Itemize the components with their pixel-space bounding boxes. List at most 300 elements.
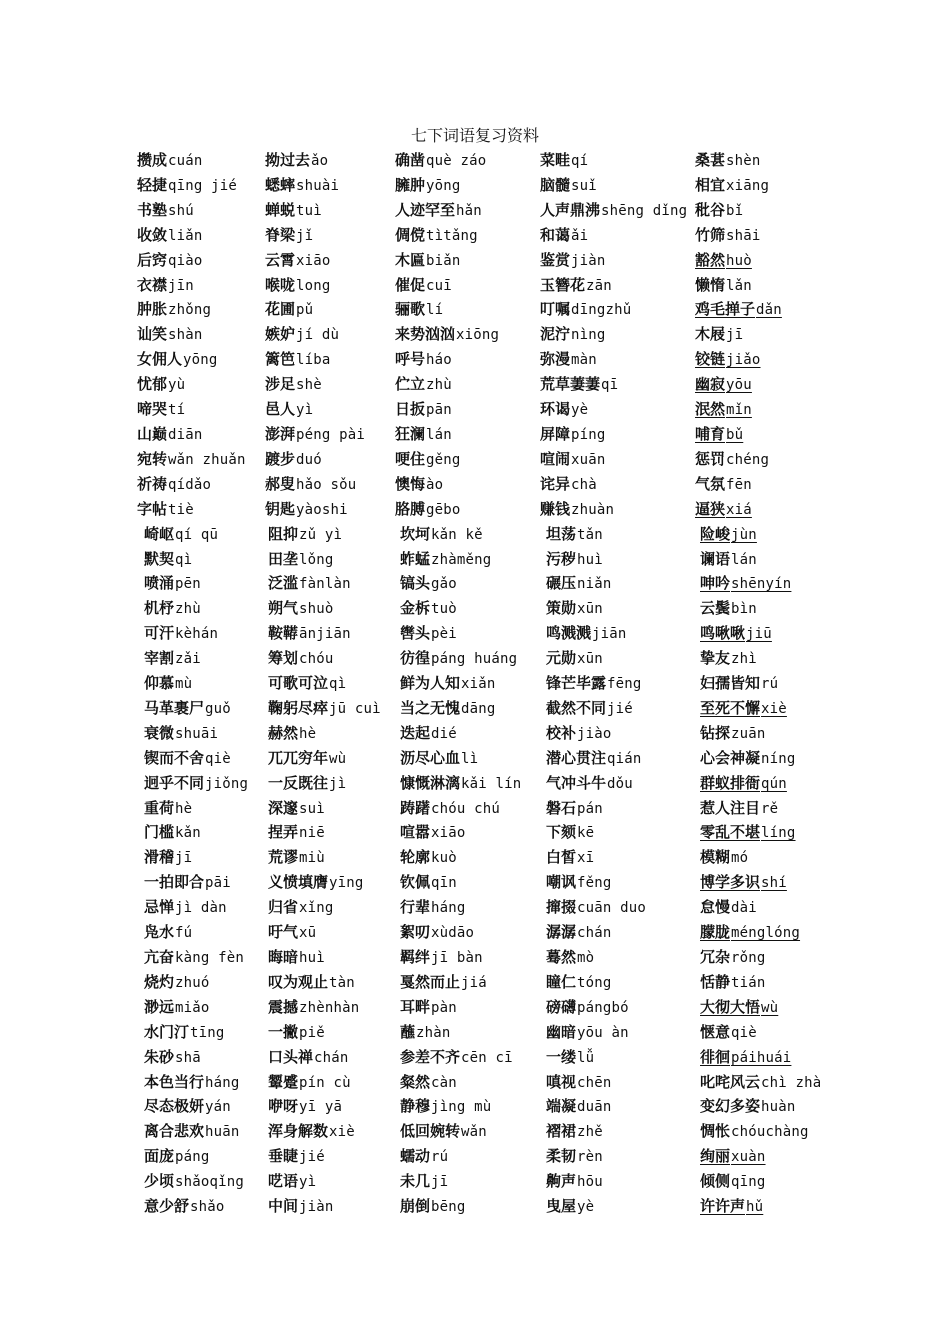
word-entry [700, 721, 766, 746]
word-text: 鞍鞯 [268, 624, 299, 643]
word-text: 晦暗 [268, 948, 299, 966]
word-text: 鉴赏 [540, 250, 571, 269]
word-row [0, 621, 950, 646]
word-text: 群蚁排衙 [700, 773, 761, 792]
word-text: 一撇 [268, 1022, 299, 1041]
word-text: 震撼 [268, 997, 299, 1016]
word-text: 白皙 [546, 848, 577, 867]
pinyin-text: jī bàn [431, 950, 483, 966]
word-text: 啼哭 [137, 400, 168, 419]
word-entry [546, 1020, 629, 1045]
word-entry [265, 273, 331, 298]
pinyin-text: gēbo [426, 501, 461, 518]
pinyin-text: yōu [726, 377, 752, 394]
word-text: 慷慨淋漓 [400, 773, 461, 792]
word-entry [144, 845, 192, 870]
pinyin-text: tiè [168, 501, 194, 518]
word-entry [265, 397, 313, 422]
word-text: 朱砂 [144, 1047, 175, 1066]
word-entry [395, 297, 443, 322]
word-text: 澎湃 [265, 424, 296, 443]
word-text: 尽态极妍 [144, 1097, 205, 1116]
pinyin-text: mó [731, 850, 749, 867]
pinyin-text: kǎi lín [461, 775, 522, 792]
word-entry [395, 497, 461, 522]
word-text: 磅礴 [546, 997, 577, 1016]
word-entry [144, 920, 192, 945]
pinyin-text: lì [461, 750, 479, 767]
word-entry [137, 198, 194, 223]
word-text: 叹为观止 [268, 972, 329, 991]
pinyin-text: jí dù [296, 327, 340, 344]
word-entry [144, 746, 231, 771]
word-entry [700, 1070, 821, 1095]
word-text: 恬静 [700, 972, 731, 991]
word-entry [695, 472, 752, 497]
word-entry [265, 497, 348, 522]
word-entry [395, 372, 452, 397]
word-text: 倾侧 [700, 1172, 731, 1191]
word-text: 一缕 [546, 1047, 577, 1066]
pinyin-text: yī yā [299, 1099, 343, 1116]
pinyin-text: dǒu [607, 775, 633, 792]
word-text: 宛转 [137, 449, 168, 468]
pinyin-text: pàn [431, 999, 457, 1016]
word-text: 叮嘱 [540, 300, 571, 319]
word-text: 口头禅 [268, 1047, 314, 1066]
pinyin-text: duó [296, 451, 322, 468]
word-entry [400, 621, 457, 646]
pinyin-text: tuì [296, 202, 322, 219]
pinyin-text: fěng [577, 875, 612, 892]
pinyin-text: bǔ [726, 426, 744, 443]
word-entry [700, 571, 791, 596]
word-entry [700, 646, 757, 671]
pinyin-text: qiè [205, 750, 231, 767]
pinyin-text: niǎn [577, 576, 612, 593]
word-entry [395, 322, 499, 347]
word-entry [546, 1169, 603, 1194]
word-row [0, 571, 950, 596]
word-text: 相宜 [695, 175, 726, 194]
word-text: 弥漫 [540, 350, 571, 369]
pinyin-text: fēn [726, 476, 752, 493]
word-entry [268, 771, 346, 796]
word-entry [265, 422, 365, 447]
word-entry [546, 671, 642, 696]
word-text: 深邃 [268, 798, 299, 817]
pinyin-text: qì [175, 551, 193, 568]
word-entry [268, 596, 334, 621]
word-entry [268, 721, 316, 746]
word-text: 木匾 [395, 250, 426, 269]
pinyin-text: pángbó [577, 999, 629, 1016]
pinyin-text: pēn [175, 576, 201, 593]
word-entry [546, 771, 633, 796]
word-text: 蚱蜢 [400, 549, 431, 568]
pinyin-text: ménglóng [731, 925, 801, 942]
pinyin-text: xuàn [731, 1149, 766, 1166]
word-text: 骊歌 [395, 300, 426, 319]
word-text: 许许声 [700, 1197, 746, 1216]
word-entry [700, 621, 772, 646]
pinyin-text: kǎn kě [431, 526, 483, 543]
pinyin-text: hǔ [746, 1199, 764, 1216]
word-text: 坦荡 [546, 524, 577, 543]
word-text: 后窍 [137, 250, 168, 269]
pinyin-text: jiǎo [726, 352, 761, 369]
word-text: 彷徨 [400, 649, 431, 668]
word-entry [137, 322, 203, 347]
word-entry [400, 571, 457, 596]
word-entry [400, 547, 491, 572]
word-entry [265, 148, 328, 173]
word-entry [546, 1119, 603, 1144]
word-entry [265, 223, 313, 248]
word-entry [268, 1020, 325, 1045]
word-text: 荒谬 [268, 848, 299, 867]
word-entry [540, 422, 606, 447]
word-text: 懒惰 [695, 275, 726, 294]
pinyin-text: miǎo [175, 999, 210, 1016]
word-entry [700, 746, 796, 771]
vocabulary-table [0, 148, 950, 1219]
word-entry [546, 796, 603, 821]
pinyin-text: zān [586, 277, 612, 294]
word-entry [700, 995, 778, 1020]
pinyin-text: rǒng [731, 950, 766, 966]
word-entry [695, 397, 752, 422]
word-row [0, 895, 950, 920]
pinyin-text: jiá [461, 974, 487, 991]
word-entry [400, 671, 496, 696]
pinyin-text: xī [577, 850, 595, 867]
pinyin-text: diān [168, 426, 203, 443]
word-text: 呼号 [395, 350, 426, 369]
word-entry [540, 223, 588, 248]
word-entry [137, 273, 194, 298]
word-text: 钥匙 [265, 499, 296, 518]
pinyin-text: piě [299, 1024, 325, 1041]
word-entry [400, 1045, 513, 1070]
word-text: 木屐 [695, 325, 726, 344]
word-text: 意少舒 [144, 1197, 190, 1216]
word-entry [400, 920, 474, 945]
word-entry [695, 148, 761, 173]
word-text: 胳膊 [395, 499, 426, 518]
pinyin-text: pān [426, 402, 452, 419]
word-text: 哽住 [395, 449, 426, 468]
pinyin-text: bìn [731, 601, 757, 618]
word-entry [137, 372, 185, 397]
pinyin-text: rú [761, 676, 779, 693]
pinyin-text: chóuchàng [731, 1124, 809, 1141]
word-row [0, 322, 950, 347]
word-entry [265, 347, 331, 372]
word-entry [700, 895, 757, 920]
word-entry [700, 1194, 763, 1219]
word-entry [540, 148, 588, 173]
word-text: 郝叟 [265, 474, 296, 493]
word-entry [540, 397, 588, 422]
pinyin-text: zhàn [416, 1024, 451, 1041]
word-text: 倜傥 [395, 225, 426, 244]
pinyin-text: chà [571, 476, 597, 493]
word-text: 端凝 [546, 1097, 577, 1116]
pinyin-text: páng [175, 1149, 210, 1166]
pinyin-text: nìng [571, 327, 606, 344]
word-text: 臃肿 [395, 175, 426, 194]
pinyin-text: jǐ [296, 227, 314, 244]
word-entry [700, 1119, 809, 1144]
word-text: 喉咙 [265, 275, 296, 294]
pinyin-text: tīng [190, 1024, 225, 1041]
pinyin-text: biǎn [426, 252, 461, 269]
word-entry [540, 273, 612, 298]
pinyin-text: yì [299, 1174, 317, 1191]
word-entry [137, 297, 211, 322]
pinyin-text: shēng dǐng [601, 202, 688, 219]
pinyin-text: qīn [431, 875, 457, 892]
word-entry [695, 447, 769, 472]
word-text: 锋芒毕露 [546, 674, 607, 693]
word-text: 面庞 [144, 1147, 175, 1166]
word-text: 挚友 [700, 649, 731, 668]
word-text: 惆怅 [700, 1122, 731, 1141]
word-text: 中间 [268, 1197, 299, 1216]
word-text: 字帖 [137, 499, 168, 518]
pinyin-text: yōng [183, 352, 218, 369]
word-entry [268, 895, 334, 920]
pinyin-text: xūn [577, 601, 603, 618]
pinyin-text: pǔ [296, 302, 314, 319]
word-entry [144, 696, 231, 721]
word-text: 懊悔 [395, 474, 426, 493]
word-entry [400, 696, 496, 721]
pinyin-text: hè [175, 800, 193, 817]
pinyin-text: yè [571, 402, 589, 419]
word-text: 截然不同 [546, 698, 607, 717]
pinyin-text: jīn [168, 277, 194, 294]
pinyin-text: ǎo [311, 153, 329, 169]
pinyin-text: qiè [731, 1024, 757, 1041]
word-entry [268, 571, 351, 596]
word-entry [144, 796, 192, 821]
pinyin-text: dīngzhǔ [571, 302, 632, 319]
word-text: 朔气 [268, 599, 299, 618]
word-text: 鸡毛掸子 [695, 300, 756, 319]
pinyin-text: jū cuì [329, 700, 381, 717]
word-text: 惩罚 [695, 449, 726, 468]
pinyin-text: páng huáng [431, 651, 518, 668]
word-text: 重荷 [144, 798, 175, 817]
pinyin-text: mǐn [726, 402, 752, 419]
pinyin-text: péng pài [296, 426, 366, 443]
word-text: 沥尽心血 [400, 748, 461, 767]
word-text: 颦蹙 [268, 1072, 299, 1091]
word-row [0, 646, 950, 671]
word-text: 气冲斗牛 [546, 773, 607, 792]
word-entry [400, 1169, 448, 1194]
word-text: 镐头 [400, 574, 431, 593]
pinyin-text: wǎn zhuǎn [168, 451, 246, 468]
word-entry [137, 148, 203, 173]
pinyin-text: zhàměng [431, 551, 492, 568]
word-text: 大彻大悟 [700, 997, 761, 1016]
pinyin-text: zǎi [175, 651, 201, 668]
word-entry [395, 198, 482, 223]
word-entry [695, 223, 761, 248]
word-text: 捏弄 [268, 823, 299, 842]
pinyin-text: háng [431, 900, 466, 917]
word-text: 嘲讽 [546, 873, 577, 892]
word-text: 徘徊 [700, 1047, 731, 1066]
word-entry [546, 746, 642, 771]
word-text: 幽暗 [546, 1022, 577, 1041]
word-entry [268, 646, 334, 671]
pinyin-text: wù [329, 750, 347, 767]
pinyin-text: jī [726, 327, 744, 344]
pinyin-text: líba [296, 352, 331, 369]
pinyin-text: yīng [329, 875, 364, 892]
pinyin-text: bǐ [726, 202, 744, 219]
word-entry [144, 522, 218, 547]
word-entry [268, 621, 351, 646]
word-entry [700, 1045, 791, 1070]
word-text: 可汗 [144, 624, 175, 643]
word-entry [400, 1070, 457, 1095]
word-row [0, 920, 950, 945]
word-entry [695, 372, 752, 397]
word-text: 策勋 [546, 599, 577, 618]
word-text: 义愤填膺 [268, 873, 329, 892]
word-text: 踱步 [265, 449, 296, 468]
pinyin-text: tuò [431, 601, 457, 618]
word-entry [540, 297, 631, 322]
word-text: 人迹罕至 [395, 200, 456, 219]
pinyin-text: xiǎn [461, 676, 496, 693]
word-row [0, 1144, 950, 1169]
pinyin-text: cuī [426, 277, 452, 294]
word-entry [540, 472, 597, 497]
word-entry [268, 696, 381, 721]
word-entry [268, 1119, 355, 1144]
word-entry [400, 721, 457, 746]
pinyin-text: chán [577, 925, 612, 942]
pinyin-text: rèn [577, 1149, 603, 1166]
pinyin-text: líng [761, 825, 796, 842]
pinyin-text: zhì [731, 651, 757, 668]
word-entry [144, 1070, 240, 1095]
pinyin-text: gěng [426, 451, 461, 468]
word-entry [546, 870, 612, 895]
pinyin-text: càn [431, 1074, 457, 1091]
pinyin-text: jiǒng [205, 775, 249, 792]
word-entry [700, 1144, 766, 1169]
word-text: 鸣啾啾 [700, 624, 746, 643]
word-entry [700, 945, 766, 970]
word-text: 低回婉转 [400, 1122, 461, 1141]
word-text: 未几 [400, 1172, 431, 1191]
pinyin-text: tí [168, 402, 186, 419]
word-text: 校补 [546, 723, 577, 742]
pinyin-text: ānjiān [299, 626, 351, 643]
word-text: 冗杂 [700, 948, 731, 966]
pinyin-text: zuān [731, 725, 766, 742]
word-text: 潺潺 [546, 923, 577, 942]
word-text: 脑髓 [540, 175, 571, 194]
pinyin-text: níng [761, 750, 796, 767]
word-text: 金柝 [400, 599, 431, 618]
pinyin-text: miù [299, 850, 325, 867]
pinyin-text: qídǎo [168, 476, 212, 493]
pinyin-text: xū [299, 925, 317, 942]
word-text: 吁气 [268, 923, 299, 942]
word-entry [695, 497, 752, 522]
pinyin-text: long [296, 277, 331, 294]
pinyin-text: jié [299, 1149, 325, 1166]
word-entry [546, 1045, 594, 1070]
word-text: 潜心贯注 [546, 748, 607, 767]
word-text: 蠕动 [400, 1147, 431, 1166]
word-entry [540, 347, 597, 372]
word-entry [695, 422, 743, 447]
word-text: 一拍即合 [144, 873, 205, 892]
word-entry [265, 372, 322, 397]
pinyin-text: píng [571, 426, 606, 443]
word-text: 云鬓 [700, 599, 731, 618]
word-entry [400, 1119, 487, 1144]
pinyin-text: zhě [577, 1124, 603, 1141]
word-entry [268, 796, 325, 821]
word-text: 齁声 [546, 1172, 577, 1191]
word-text: 喧闹 [540, 449, 571, 468]
word-text: 幽寂 [695, 375, 726, 394]
word-entry [700, 1094, 796, 1119]
pinyin-text: fú [175, 925, 193, 942]
word-entry [546, 1144, 603, 1169]
word-text: 咿呀 [268, 1097, 299, 1116]
pinyin-text: shuò [299, 601, 334, 618]
word-entry [268, 845, 325, 870]
word-text: 蓦然 [546, 948, 577, 966]
word-text: 衰微 [144, 723, 175, 742]
word-entry [268, 1194, 334, 1219]
pinyin-text: qún [761, 775, 787, 792]
pinyin-text: guǒ [205, 700, 231, 717]
word-text: 可歌可泣 [268, 674, 329, 693]
pinyin-text: yì [296, 402, 314, 419]
word-entry [695, 248, 752, 273]
pinyin-text: yōu àn [577, 1024, 629, 1041]
pinyin-text: kàng fèn [175, 950, 245, 966]
pinyin-text: hǎo sǒu [296, 476, 357, 493]
word-entry [400, 870, 457, 895]
word-text: 滑稽 [144, 848, 175, 867]
pinyin-text: shāi [726, 227, 761, 244]
pinyin-text: shú [168, 202, 194, 219]
word-entry [540, 447, 606, 472]
pinyin-text: zhènhàn [299, 999, 360, 1016]
word-entry [700, 1020, 757, 1045]
word-entry [268, 671, 346, 696]
word-entry [137, 347, 218, 372]
word-entry [546, 895, 646, 920]
word-entry [540, 248, 606, 273]
pinyin-text: qiào [168, 252, 203, 269]
word-entry [268, 1045, 349, 1070]
word-entry [144, 970, 210, 995]
